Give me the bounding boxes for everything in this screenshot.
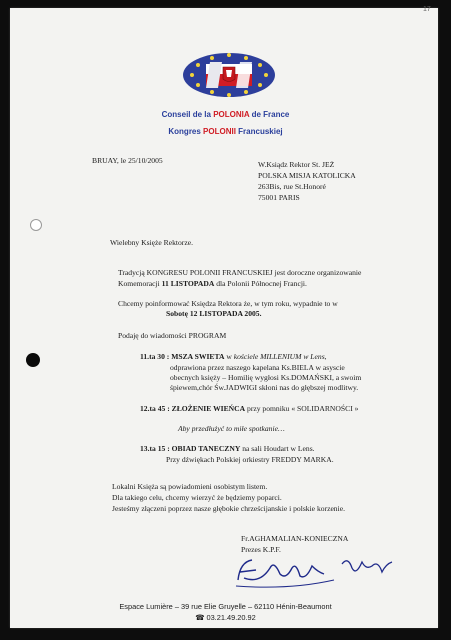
program-item-dinner: 13.ta 15 : OBIAD TANECZNY na sali Houdart w Lens. bbox=[140, 444, 315, 453]
closing-line: Dla takiego celu, chcemy wierzyć że będziemy poparci. bbox=[112, 493, 282, 502]
org-name-french: Conseil de la POLONIA de France bbox=[161, 110, 290, 119]
salutation: Wielebny Księże Rektorze. bbox=[110, 238, 193, 247]
org-name-polish: Kongres POLONII Francuskiej bbox=[168, 127, 283, 136]
program-item-mass: 11.ta 30 : MSZA SWIETA w kościele MILLENIUM w Lens, bbox=[140, 352, 327, 361]
closing-line: Lokalni Księża są powiadomieni osobistym listem. bbox=[112, 482, 268, 491]
punch-hole bbox=[30, 219, 42, 231]
paragraph-line: Komemoracji 11 LISTOPADA dla Polonii Północnej Francji. bbox=[118, 279, 307, 288]
page-number: 17 bbox=[423, 6, 431, 13]
footer-address: Espace Lumière – 39 rue Elie Gruyelle – 62110 Hénin-Beaumont bbox=[119, 602, 332, 611]
program-item-line: śpiewem,chór Św.JADWIGI skłoni nas do głębszej modlitwy. bbox=[170, 383, 359, 392]
event-date: Sobotę 12 LISTOPADA 2005. bbox=[166, 309, 262, 318]
punch-hole-dark bbox=[26, 353, 40, 367]
program-item-line: Przy dźwiękach Polskiej orkiestry FREDDY MARKA. bbox=[166, 455, 334, 464]
paragraph-line: Tradycją KONGRESU POLONII FRANCUSKIEJ jest doroczne organizowanie bbox=[118, 268, 362, 277]
recipient-line: POLSKA MISJA KATOLICKA bbox=[258, 171, 356, 180]
sender-name: Fr.AGHAMALIAN-KONIECZNA bbox=[241, 534, 349, 543]
sender-title: Prezes K.P.F. bbox=[241, 545, 281, 554]
program-item-line: obecnych księży – Homilię wygłosi Ks.DOMAŃSKI, a swoim bbox=[170, 373, 362, 382]
letter-paper bbox=[10, 8, 438, 628]
program-item-line: odprawiona przez naszego kapelana Ks.BIELA w asyscie bbox=[170, 363, 345, 372]
kongres-logo bbox=[182, 52, 276, 98]
program-item-wreath: 12.ta 45 : ZŁOŻENIE WIEŃCA przy pomniku « SOLIDARNOŚCI » bbox=[140, 404, 359, 413]
recipient-line: 75001 PARIS bbox=[258, 193, 300, 202]
handwritten-signature bbox=[230, 550, 400, 590]
paragraph-line: Chcemy poinformować Księdza Rektora że, w tym roku, wypadnie to w bbox=[118, 299, 338, 308]
letter-date: BRUAY, le 25/10/2005 bbox=[92, 156, 163, 165]
footer-phone: ☎ 03.21.49.20.92 bbox=[195, 613, 256, 622]
recipient-line: W.Ksiądz Rektor St. JEŻ bbox=[258, 160, 335, 169]
closing-line: Jesteśmy złączeni poprzez nasze głębokie chrześcijanskie i polskie korzenie. bbox=[112, 504, 345, 513]
recipient-line: 263Bis, rue St.Honoré bbox=[258, 182, 326, 191]
program-note: Aby przedłużyć to miłe spotkanie… bbox=[178, 424, 285, 433]
program-intro: Podaję do wiadomości PROGRAM bbox=[118, 331, 227, 340]
